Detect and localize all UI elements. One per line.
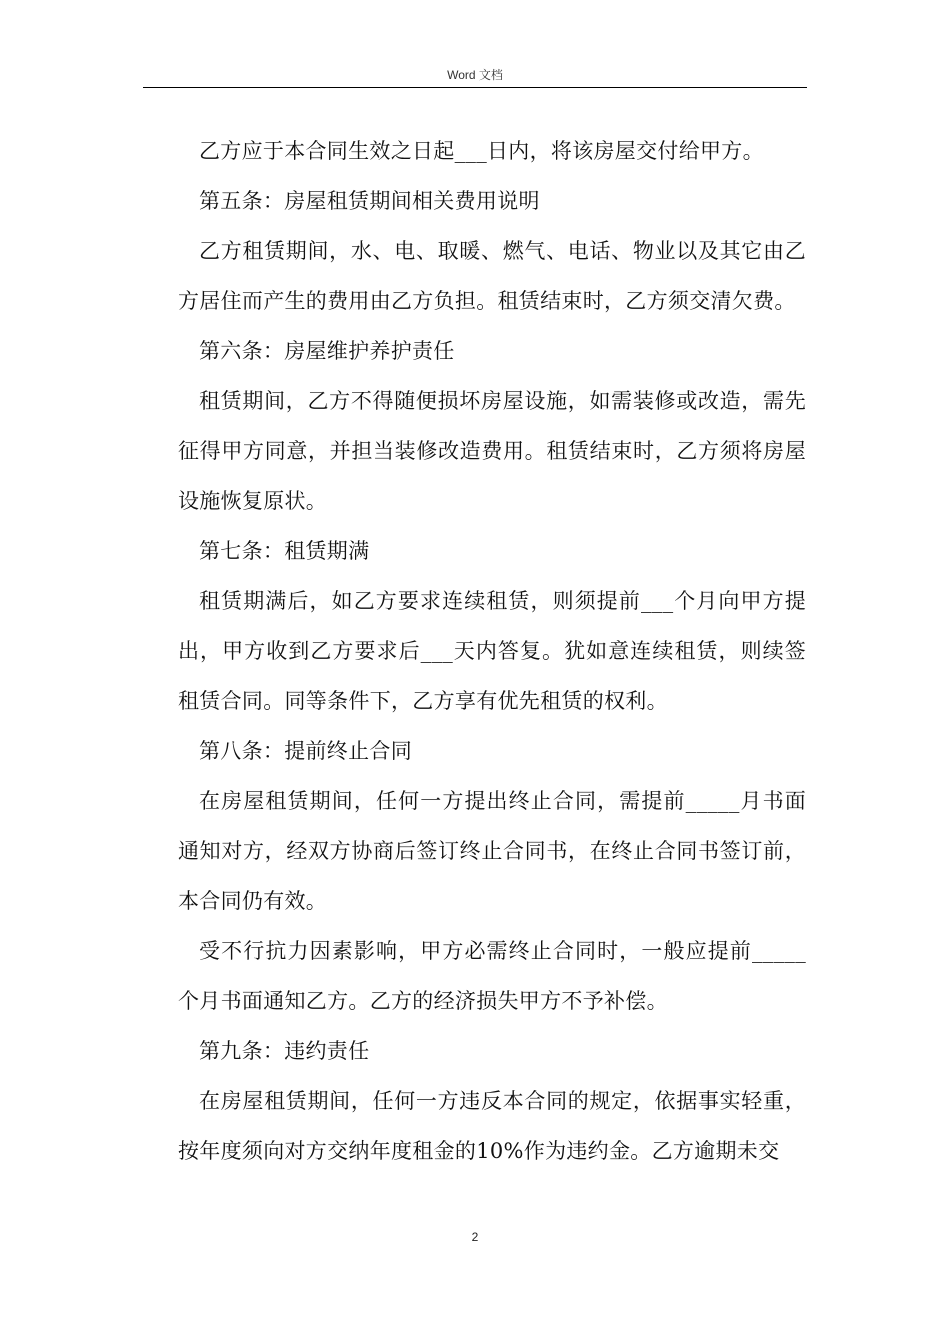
document-body: [178, 126, 806, 1176]
paragraph-lease-expiry: 租赁期满后，如乙方要求连续租赁，则须提前___个月向甲方提出，甲方收到乙方要求后___天内答复。犹如意连续租赁，则续签租赁合同。同等条件下，乙方享有优先租赁的权利。: [178, 589, 806, 713]
paragraph-breach: 在房屋租赁期间，任何一方违反本合同的规定，依据事实轻重，按年度须向对方交纳年度租金的10%作为违约金。乙方逾期未交: [178, 1089, 806, 1163]
heading-article-8: 第八条：提前终止合同: [199, 739, 412, 763]
page-header: Word 文档: [447, 68, 503, 82]
page-number: 2: [471, 1230, 479, 1244]
paragraph-force-majeure: 受不行抗力因素影响，甲方必需终止合同时，一般应提前_____个月书面通知乙方。乙方的经济损失甲方不予补偿。: [178, 939, 806, 1013]
paragraph-delivery: 乙方应于本合同生效之日起___日内，将该房屋交付给甲方。: [199, 139, 764, 163]
heading-article-6: 第六条：房屋维护养护责任: [199, 339, 455, 363]
paragraph-maintenance: 租赁期间，乙方不得随便损坏房屋设施，如需装修或改造，需先征得甲方同意，并担当装修改造费用。租赁结束时，乙方须将房屋设施恢复原状。: [178, 389, 806, 513]
paragraph-early-termination: 在房屋租赁期间，任何一方提出终止合同，需提前_____月书面通知对方，经双方协商后签订终止合同书，在终止合同书签订前，本合同仍有效。: [178, 789, 806, 913]
heading-article-9: 第九条：违约责任: [199, 1039, 370, 1063]
header-divider: [143, 87, 807, 88]
heading-article-5: 第五条：房屋租赁期间相关费用说明: [199, 189, 540, 213]
paragraph-fees: 乙方租赁期间，水、电、取暖、燃气、电话、物业以及其它由乙方居住而产生的费用由乙方负担。租赁结束时，乙方须交清欠费。: [178, 239, 806, 313]
heading-article-7: 第七条：租赁期满: [199, 539, 370, 563]
